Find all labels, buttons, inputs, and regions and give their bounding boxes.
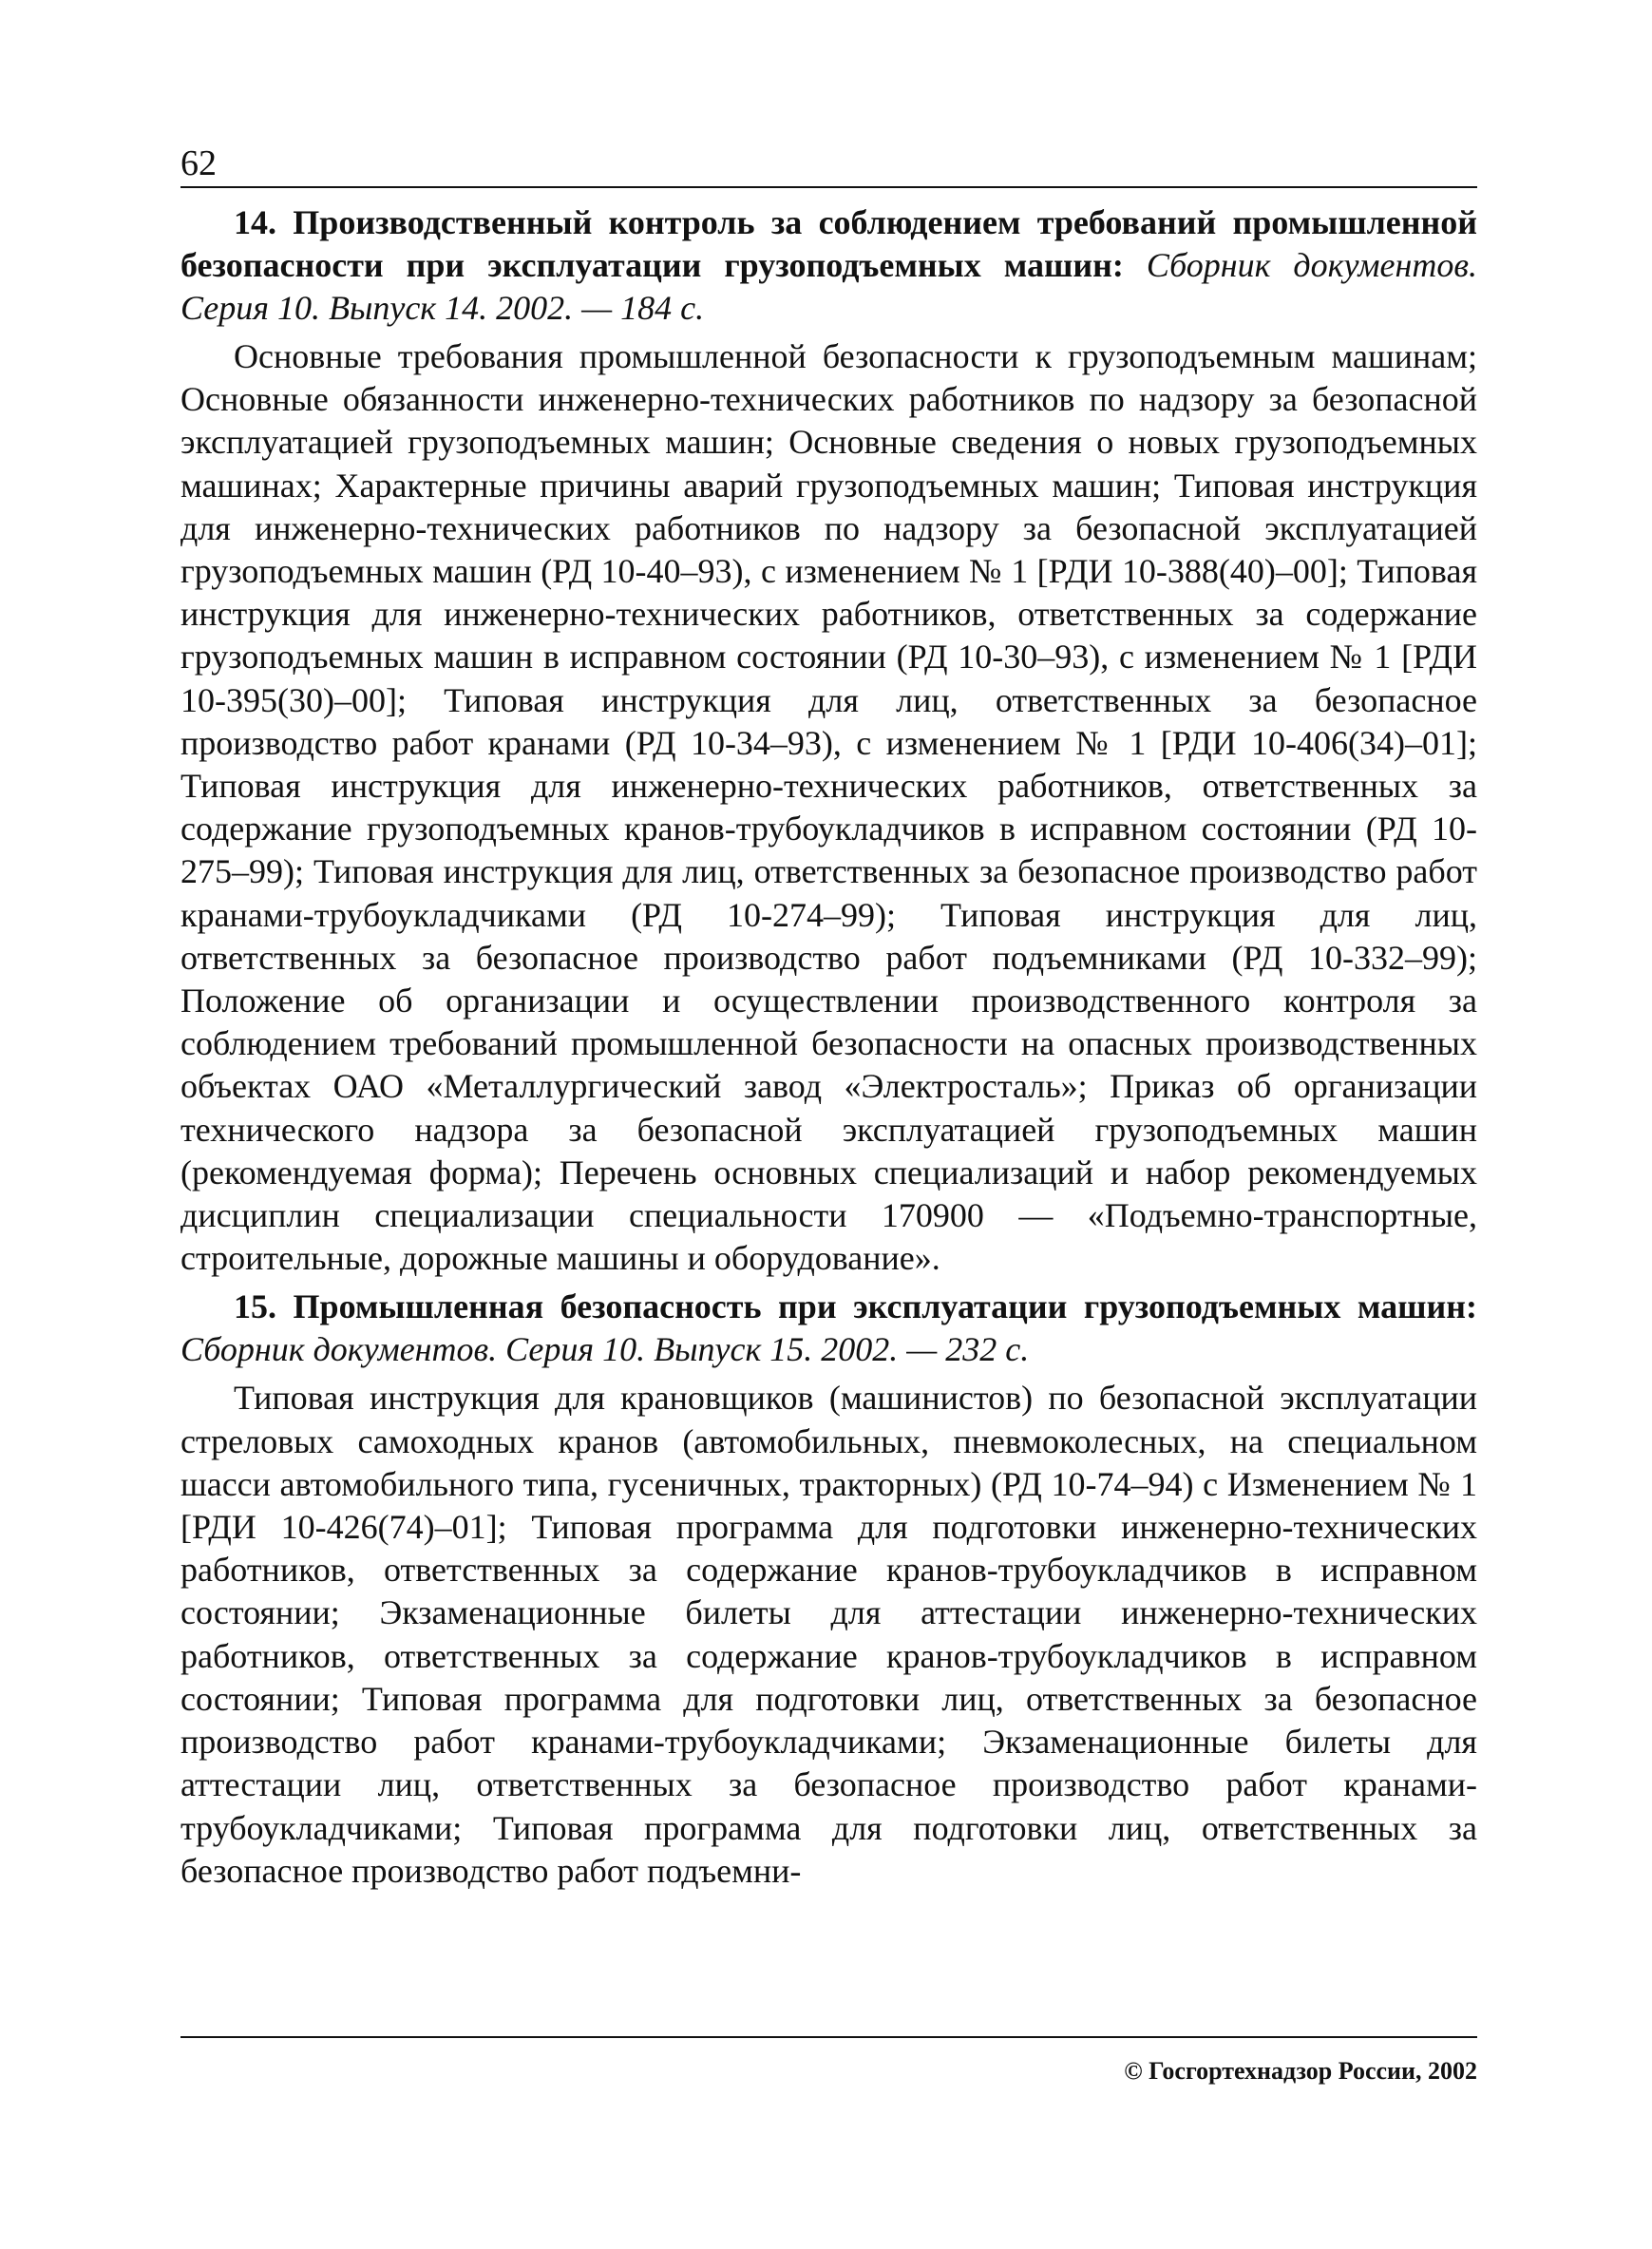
entry-15-title: Промышленная безопасность при эксплуатации грузоподъемных машин: xyxy=(293,1287,1478,1326)
entry-15-number: 15. xyxy=(234,1287,276,1326)
entry-14-number: 14. xyxy=(234,203,276,241)
entry-14-heading xyxy=(180,201,1477,330)
copyright-notice: © Госгортехнадзор России, 2002 xyxy=(1124,2057,1477,2085)
header-rule xyxy=(180,186,1477,188)
entry-15-body: Типовая инструкция для крановщиков (машинистов) по безопасной эксплуатации стреловых самоходных кранов (автомобильных, пневмоколесных, на специальном шасси автомобильного типа, гусеничных, тракторных) (РД 10-74–94) с Изменением № 1 [РДИ 10-426(74)–01]; Типовая программа для подготовки инженерно-технических работников, ответственных за содержание кранов-трубоукладчиков в исправном состоянии; Экзаменационные билеты для аттестации инженерно-технических работников, ответственных за содержание кранов-трубоукладчиков в исправном состоянии; Типовая программа для подготовки лиц, ответственных за безопасное производство работ кранами-трубоукладчиками; Экзаменационные билеты для аттестации лиц, ответственных за безопасное производство работ кранами-трубоукладчиками; Типовая программа для подготовки лиц, ответственных за безопасное производство работ подъемни- xyxy=(180,1379,1477,1890)
entry-15-source: Сборник документов. Серия 10. Выпуск 15. 2002. — 232 с. xyxy=(180,1330,1030,1369)
entry-14-body: Основные требования промышленной безопасности к грузоподъемным машинам; Основные обязанности инженерно-технических работников по надзору за безопасной эксплуатацией грузоподъемных машин; Основные сведения о новых грузоподъемных машинах; Характерные причины аварий грузоподъемных машин; Типовая инструкция для инженерно-технических работников по надзору за безопасной эксплуатацией грузоподъемных машин (РД 10-40–93), с изменением № 1 [РДИ 10-388(40)–00]; Типовая инструкция для инженерно-технических работников, ответственных за содержание грузоподъемных машин в исправном состоянии (РД 10-30–93), с изменением № 1 [РДИ 10-395(30)–00]; Типовая инструкция для лиц, ответственных за безопасное производство работ кранами (РД 10-34–93), с изменением № 1 [РДИ 10-406(34)–01]; Типовая инструкция для инженерно-технических работников, ответственных за содержание грузоподъемных кранов-трубоукладчиков в исправном состоянии (РД 10-275–99); Типовая инструкция для лиц, ответственных за безопасное производство работ кранами-трубоукладчиками (РД 10-274–99); Типовая инструкция для лиц, ответственных за безопасное производство работ подъемниками (РД 10-332–99); Положение об организации и осуществлении производственного контроля за соблюдением требований промышленной безопасности на опасных производственных объектах ОАО «Металлургический завод «Электросталь»; Приказ об организации технического надзора за безопасной эксплуатацией грузоподъемных машин (рекомендуемая форма); Перечень основных специализаций и набор рекомендуемых дисциплин специализации специальности 170900 — «Подъемно-транспортные, строительные, дорожные машины и оборудование». xyxy=(180,337,1477,1278)
page-footer xyxy=(180,2036,1477,2086)
entry-15-heading xyxy=(180,1286,1477,1371)
entry-14-source: Сборник документов. Серия 10. Выпуск 14. 2002. — 184 с. xyxy=(180,246,1477,327)
entry-14-title: Производственный контроль за соблюдением требований промышленной безопасности при эксплуатации грузоподъемных машин: xyxy=(180,203,1477,284)
document-page xyxy=(180,143,1477,1898)
footer-rule xyxy=(180,2036,1477,2038)
page-number: 62 xyxy=(180,143,217,183)
